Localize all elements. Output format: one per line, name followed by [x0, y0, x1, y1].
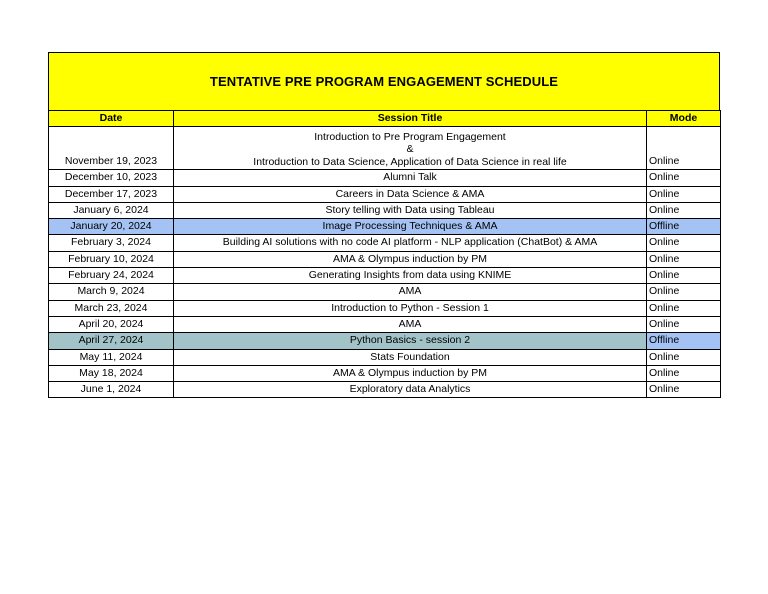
table-row — [49, 219, 721, 235]
table-row — [49, 127, 721, 170]
column-header-mode: Mode — [647, 111, 721, 127]
title-banner — [48, 52, 720, 110]
table-row — [49, 365, 721, 381]
table-row — [49, 170, 721, 186]
column-header-session-title: Session Title — [174, 111, 647, 127]
cell-mode: Online — [647, 284, 721, 300]
cell-date: February 10, 2024 — [49, 251, 174, 267]
table-row — [49, 284, 721, 300]
cell-session-title: Image Processing Techniques & AMA — [174, 219, 647, 235]
table-row — [49, 268, 721, 284]
cell-session-title: AMA — [174, 316, 647, 332]
cell-mode: Offline — [647, 219, 721, 235]
session-title-line: & — [406, 143, 414, 156]
schedule-body — [49, 127, 721, 398]
cell-session-title: Story telling with Data using Tableau — [174, 202, 647, 218]
cell-session-title: AMA & Olympus induction by PM — [174, 365, 647, 381]
table-row — [49, 251, 721, 267]
cell-mode: Offline — [647, 333, 721, 349]
cell-date: November 19, 2023 — [49, 127, 174, 170]
cell-session-title: Python Basics - session 2 — [174, 333, 647, 349]
schedule-table — [48, 110, 721, 398]
cell-mode: Online — [647, 235, 721, 251]
cell-session-title — [174, 127, 647, 170]
cell-date: January 20, 2024 — [49, 219, 174, 235]
table-row — [49, 186, 721, 202]
cell-mode: Online — [647, 186, 721, 202]
column-header-date: Date — [49, 111, 174, 127]
cell-session-title: Introduction to Python - Session 1 — [174, 300, 647, 316]
page-title: TENTATIVE PRE PROGRAM ENGAGEMENT SCHEDULE — [209, 74, 559, 89]
table-row — [49, 300, 721, 316]
cell-mode: Online — [647, 349, 721, 365]
cell-session-title: AMA — [174, 284, 647, 300]
cell-date: April 27, 2024 — [49, 333, 174, 349]
cell-date: April 20, 2024 — [49, 316, 174, 332]
schedule-sheet — [48, 52, 720, 398]
cell-mode: Online — [647, 365, 721, 381]
cell-mode: Online — [647, 382, 721, 398]
cell-date: January 6, 2024 — [49, 202, 174, 218]
cell-mode: Online — [647, 300, 721, 316]
cell-session-title: Alumni Talk — [174, 170, 647, 186]
cell-date: June 1, 2024 — [49, 382, 174, 398]
cell-session-title: Generating Insights from data using KNIME — [174, 268, 647, 284]
cell-session-title: Building AI solutions with no code AI platform - NLP application (ChatBot) & AMA — [174, 235, 647, 251]
cell-session-title: Exploratory data Analytics — [174, 382, 647, 398]
cell-date: February 24, 2024 — [49, 268, 174, 284]
cell-date: December 17, 2023 — [49, 186, 174, 202]
table-row — [49, 202, 721, 218]
table-row — [49, 316, 721, 332]
cell-date: May 18, 2024 — [49, 365, 174, 381]
session-title-line: Introduction to Data Science, Application of Data Science in real life — [253, 155, 567, 168]
cell-mode: Online — [647, 268, 721, 284]
cell-session-title: Stats Foundation — [174, 349, 647, 365]
cell-mode: Online — [647, 251, 721, 267]
table-row — [49, 235, 721, 251]
cell-date: February 3, 2024 — [49, 235, 174, 251]
table-row — [49, 333, 721, 349]
cell-mode: Online — [647, 127, 721, 170]
session-title-line: Introduction to Pre Program Engagement — [314, 130, 506, 143]
cell-session-title: Careers in Data Science & AMA — [174, 186, 647, 202]
cell-mode: Online — [647, 316, 721, 332]
cell-date: March 23, 2024 — [49, 300, 174, 316]
header-row — [49, 111, 721, 127]
cell-date: May 11, 2024 — [49, 349, 174, 365]
cell-mode: Online — [647, 202, 721, 218]
cell-session-title: AMA & Olympus induction by PM — [174, 251, 647, 267]
table-row — [49, 349, 721, 365]
cell-mode: Online — [647, 170, 721, 186]
cell-date: December 10, 2023 — [49, 170, 174, 186]
cell-date: March 9, 2024 — [49, 284, 174, 300]
table-row — [49, 382, 721, 398]
